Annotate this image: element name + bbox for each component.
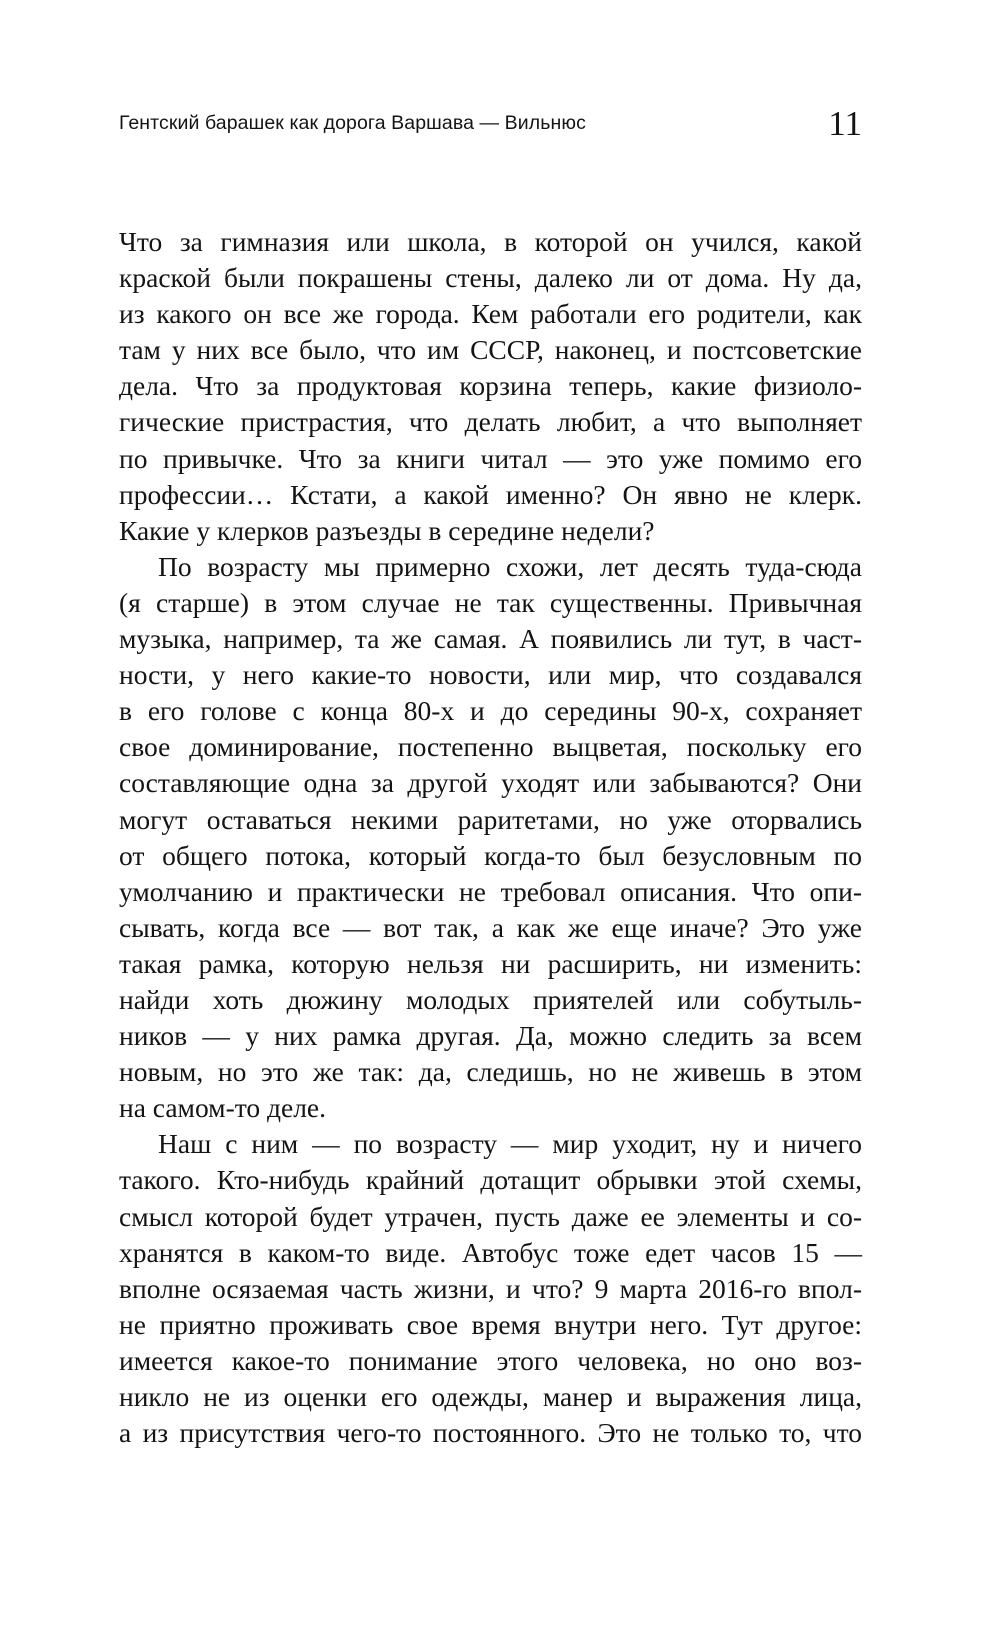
- text-line: из какого он все же города. Кем работали его родители, как: [119, 298, 862, 330]
- text-line: (я старше) в этом случае не так существенны. Привычная: [119, 586, 862, 618]
- text-line: не приятно проживать свое время внутри него. Тут другое:: [119, 1308, 862, 1340]
- text-line: Наш с ним — по возрасту — мир уходит, ну и ничего: [158, 1128, 862, 1160]
- text-line: профессии… Кстати, а какой именно? Он явно не клерк.: [119, 478, 862, 510]
- text-line: ности, у него какие-то новости, или мир, что создавался: [119, 659, 862, 691]
- text-line: от общего потока, который когда-то был безусловным по: [119, 839, 862, 871]
- text-line: на самом-то деле.: [119, 1092, 327, 1124]
- text-line: новым, но это же так: да, следишь, но не живешь в этом: [119, 1056, 862, 1088]
- paragraph: [119, 549, 862, 1127]
- text-line: Какие у клерков разъезды в середине недели?: [119, 514, 655, 546]
- text-line: составляющие одна за другой уходят или забываются? Они: [119, 767, 862, 799]
- text-line: найди хоть дюжину молодых приятелей или собутыль-: [119, 983, 862, 1015]
- text-line: могут оставаться некими раритетами, но уже оторвались: [119, 803, 862, 835]
- text-line: такого. Кто-нибудь крайний дотащит обрывки этой схемы,: [119, 1164, 862, 1196]
- running-title: Гентский барашек как дорога Варшава — Вильнюс: [119, 112, 586, 134]
- text-line: краской были покрашены стены, далеко ли от дома. Ну да,: [119, 262, 862, 294]
- text-line: ников — у них рамка другая. Да, можно следить за всем: [119, 1020, 862, 1052]
- text-line: Что за гимназия или школа, в которой он учился, какой: [119, 226, 862, 257]
- text-line: свое доминирование, постепенно выцветая, поскольку его: [119, 731, 862, 763]
- text-line: в его голове с конца 80-х и до середины 90-х, сохраняет: [119, 695, 862, 727]
- body-text: [119, 224, 862, 1451]
- paragraph: [119, 224, 862, 549]
- text-line: вполне осязаемая часть жизни, и что? 9 марта 2016-го впол-: [119, 1272, 862, 1304]
- text-line: там у них все было, что им СССР, наконец, и постсоветские: [119, 334, 862, 366]
- text-line: дела. Что за продуктовая корзина теперь, какие физиоло-: [119, 370, 862, 402]
- text-line: имеется какое-то понимание этого человека, но оно воз-: [119, 1344, 862, 1376]
- text-line: смысл которой будет утрачен, пусть даже ее элементы и со-: [119, 1200, 862, 1232]
- paragraph: [119, 1126, 862, 1451]
- page-number: 11: [828, 104, 862, 143]
- text-line: По возрасту мы примерно схожи, лет десять туда-сюда: [158, 550, 862, 582]
- text-line: сывать, когда все — вот так, а как же еще иначе? Это уже: [119, 911, 862, 943]
- text-line: такая рамка, которую нельзя ни расширить, ни изменить:: [119, 947, 862, 979]
- text-line: а из присутствия чего-то постоянного. Это не только то, что: [119, 1417, 862, 1449]
- text-line: хранятся в каком-то виде. Автобус тоже едет часов 15 —: [119, 1236, 862, 1268]
- text-line: музыка, например, та же самая. А появились ли тут, в част-: [119, 623, 862, 655]
- text-line: гические пристрастия, что делать любит, а что выполняет: [119, 406, 862, 438]
- text-line: умолчанию и практически не требовал описания. Что опи-: [119, 875, 862, 907]
- text-line: по привычке. Что за книги читал — это уже помимо его: [119, 442, 862, 474]
- text-line: никло не из оценки его одежды, манер и выражения лица,: [119, 1381, 862, 1412]
